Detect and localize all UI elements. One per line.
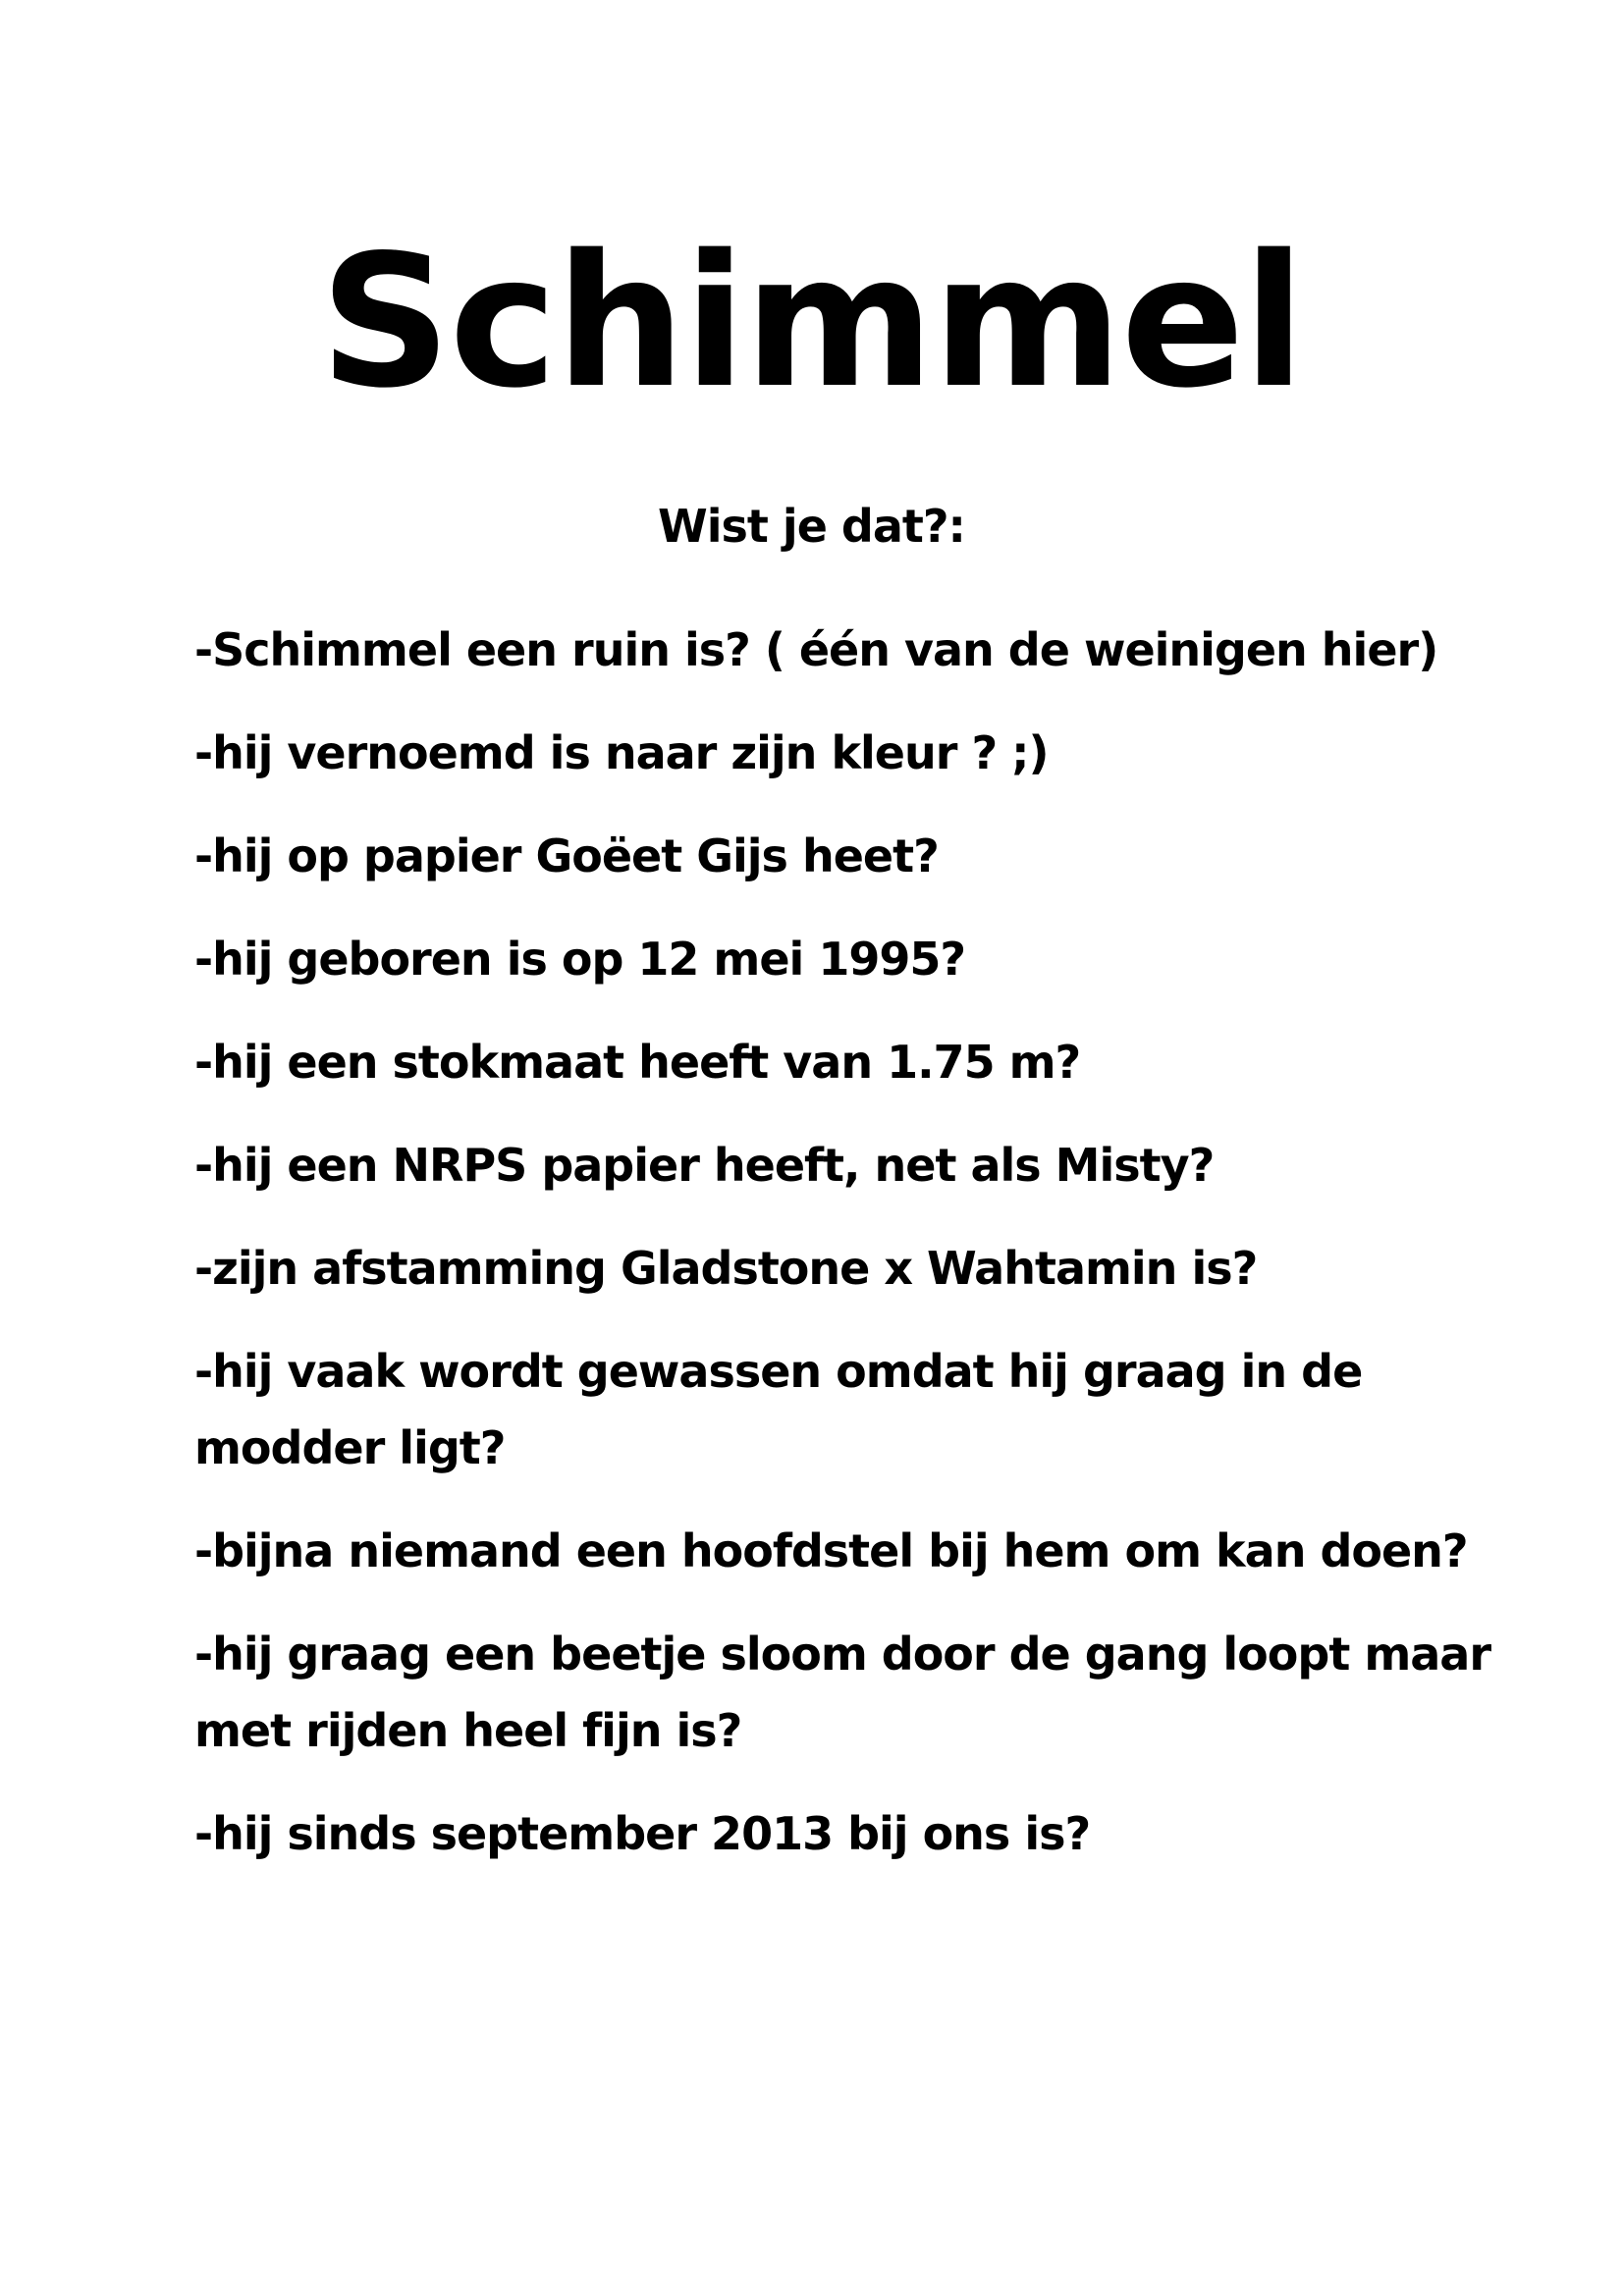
document-title: Schimmel (319, 215, 1304, 428)
fact-item (194, 1616, 1491, 1769)
fact-line: -Schimmel een ruin is? ( één van de weinigen hier) (194, 623, 1438, 676)
fact-line: -hij graag een beetje sloom door de gang loopt maar (194, 1628, 1491, 1681)
fact-line: -hij een NRPS papier heeft, net als Misty? (194, 1139, 1215, 1192)
fact-item (194, 1127, 1432, 1203)
fact-item (194, 1024, 1432, 1100)
fact-item (194, 1333, 1432, 1486)
fact-line: -hij geboren is op 12 mei 1995? (194, 933, 966, 986)
fact-line: -hij vaak wordt gewassen omdat hij graag in de (194, 1345, 1363, 1398)
fact-line: -hij op papier Goëet Gijs heet? (194, 829, 939, 882)
fact-item (194, 715, 1432, 791)
fact-line: -hij sinds september 2013 bij ons is? (194, 1807, 1091, 1860)
document-subtitle: Wist je dat?: (658, 500, 965, 553)
fact-item (194, 612, 1438, 688)
fact-line: -hij vernoemd is naar zijn kleur ? ;) (194, 726, 1049, 779)
fact-line: modder ligt? (194, 1421, 506, 1474)
fact-line: -bijna niemand een hoofdstel bij hem om kan doen? (194, 1524, 1468, 1577)
fact-line: -hij een stokmaat heeft van 1.75 m? (194, 1036, 1081, 1089)
fact-line: met rijden heel fijn is? (194, 1704, 742, 1757)
fact-item (194, 1230, 1432, 1307)
fact-item (194, 921, 1432, 997)
fact-item (194, 1513, 1468, 1589)
fact-item (194, 1795, 1432, 1872)
fact-line: -zijn afstamming Gladstone x Wahtamin is? (194, 1242, 1258, 1295)
fact-item (194, 818, 1432, 894)
